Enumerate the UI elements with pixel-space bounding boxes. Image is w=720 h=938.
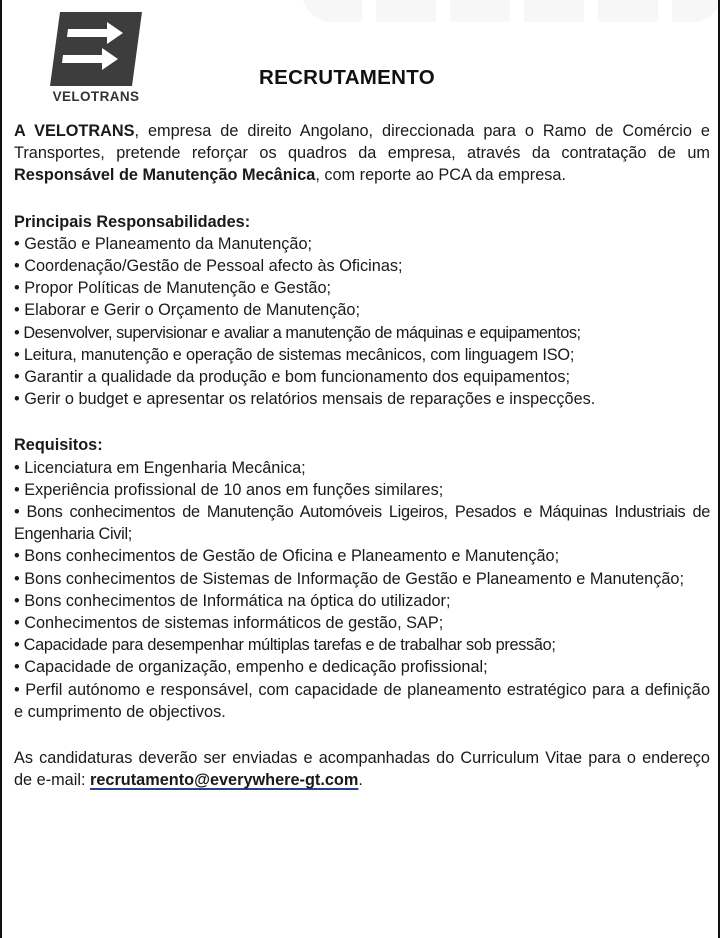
list-item: • Elaborar e Gerir o Orçamento de Manutenção; [14,301,360,320]
application-text: As candidaturas deverão ser enviadas e acompanhadas do Curriculum Vitae para o endereço de e-mail: [14,749,710,790]
requirements-list [14,457,710,723]
position-title: Responsável de Manutenção Mecânica [14,166,316,185]
double-arrow-icon [50,12,142,86]
responsibilities-list [14,233,710,411]
intro-text-end: , com reporte ao PCA da empresa. [315,166,566,185]
list-item: • Bons conhecimentos de Manutenção Automóveis Ligeiros, Pesados e Máquinas Industriais de Engenharia Civil; [14,503,710,544]
faded-background-banner [302,0,720,22]
list-item: • Capacidade para desempenhar múltiplas tarefas e de trabalhar sob pressão; [14,636,556,655]
company-logo [42,12,152,108]
intro-text: , empresa de direito Angolano, direccionada para o Ramo de Comércio e Transportes, pretende reforçar os quadros da empresa, através da contratação de um [14,122,710,163]
list-item: • Licenciatura em Engenharia Mecânica; [14,458,306,477]
ad-body [14,120,710,791]
list-item: • Perfil autónomo e responsável, com capacidade de planeamento estratégico para a definição e cumprimento de objectivos. [14,680,710,721]
company-name: A VELOTRANS [14,122,135,140]
list-item: • Propor Políticas de Manutenção e Gestão; [14,279,332,298]
list-item: • Bons conhecimentos de Gestão de Oficina e Planeamento e Manutenção; [14,547,560,566]
list-item: • Gestão e Planeamento da Manutenção; [14,234,313,253]
page-title: RECRUTAMENTO [259,66,435,89]
list-item: • Conhecimentos de sistemas informáticos de gestão, SAP; [14,614,444,633]
intro-paragraph [14,120,710,187]
list-item: • Coordenação/Gestão de Pessoal afecto às Oficinas; [14,257,403,276]
list-item: • Experiência profissional de 10 anos em funções similares; [14,480,444,499]
requirements-heading: Requisitos: [14,436,103,455]
list-item: • Capacidade de organização, empenho e dedicação profissional; [14,658,488,677]
list-item: • Gerir o budget e apresentar os relatórios mensais de reparações e inspecções. [14,390,596,409]
list-item: • Bons conhecimentos de Sistemas de Informação de Gestão e Planeamento e Manutenção; [14,569,685,588]
list-item: • Leitura, manutenção e operação de sistemas mecânicos, com linguagem ISO; [14,345,575,364]
logo-wordmark: VELOTRANS [52,89,140,104]
list-item: • Bons conhecimentos de Informática na óptica do utilizador; [14,591,451,610]
application-end: . [358,771,363,790]
responsibilities-heading: Principais Responsabilidades: [14,212,251,231]
list-item: • Garantir a qualidade da produção e bom funcionamento dos equipamentos; [14,368,571,387]
application-instructions [14,747,710,791]
list-item: • Desenvolver, supervisionar e avaliar a manutenção de máquinas e equipamentos; [14,323,581,342]
email-link[interactable]: recrutamento@everywhere-gt.com [90,771,359,790]
